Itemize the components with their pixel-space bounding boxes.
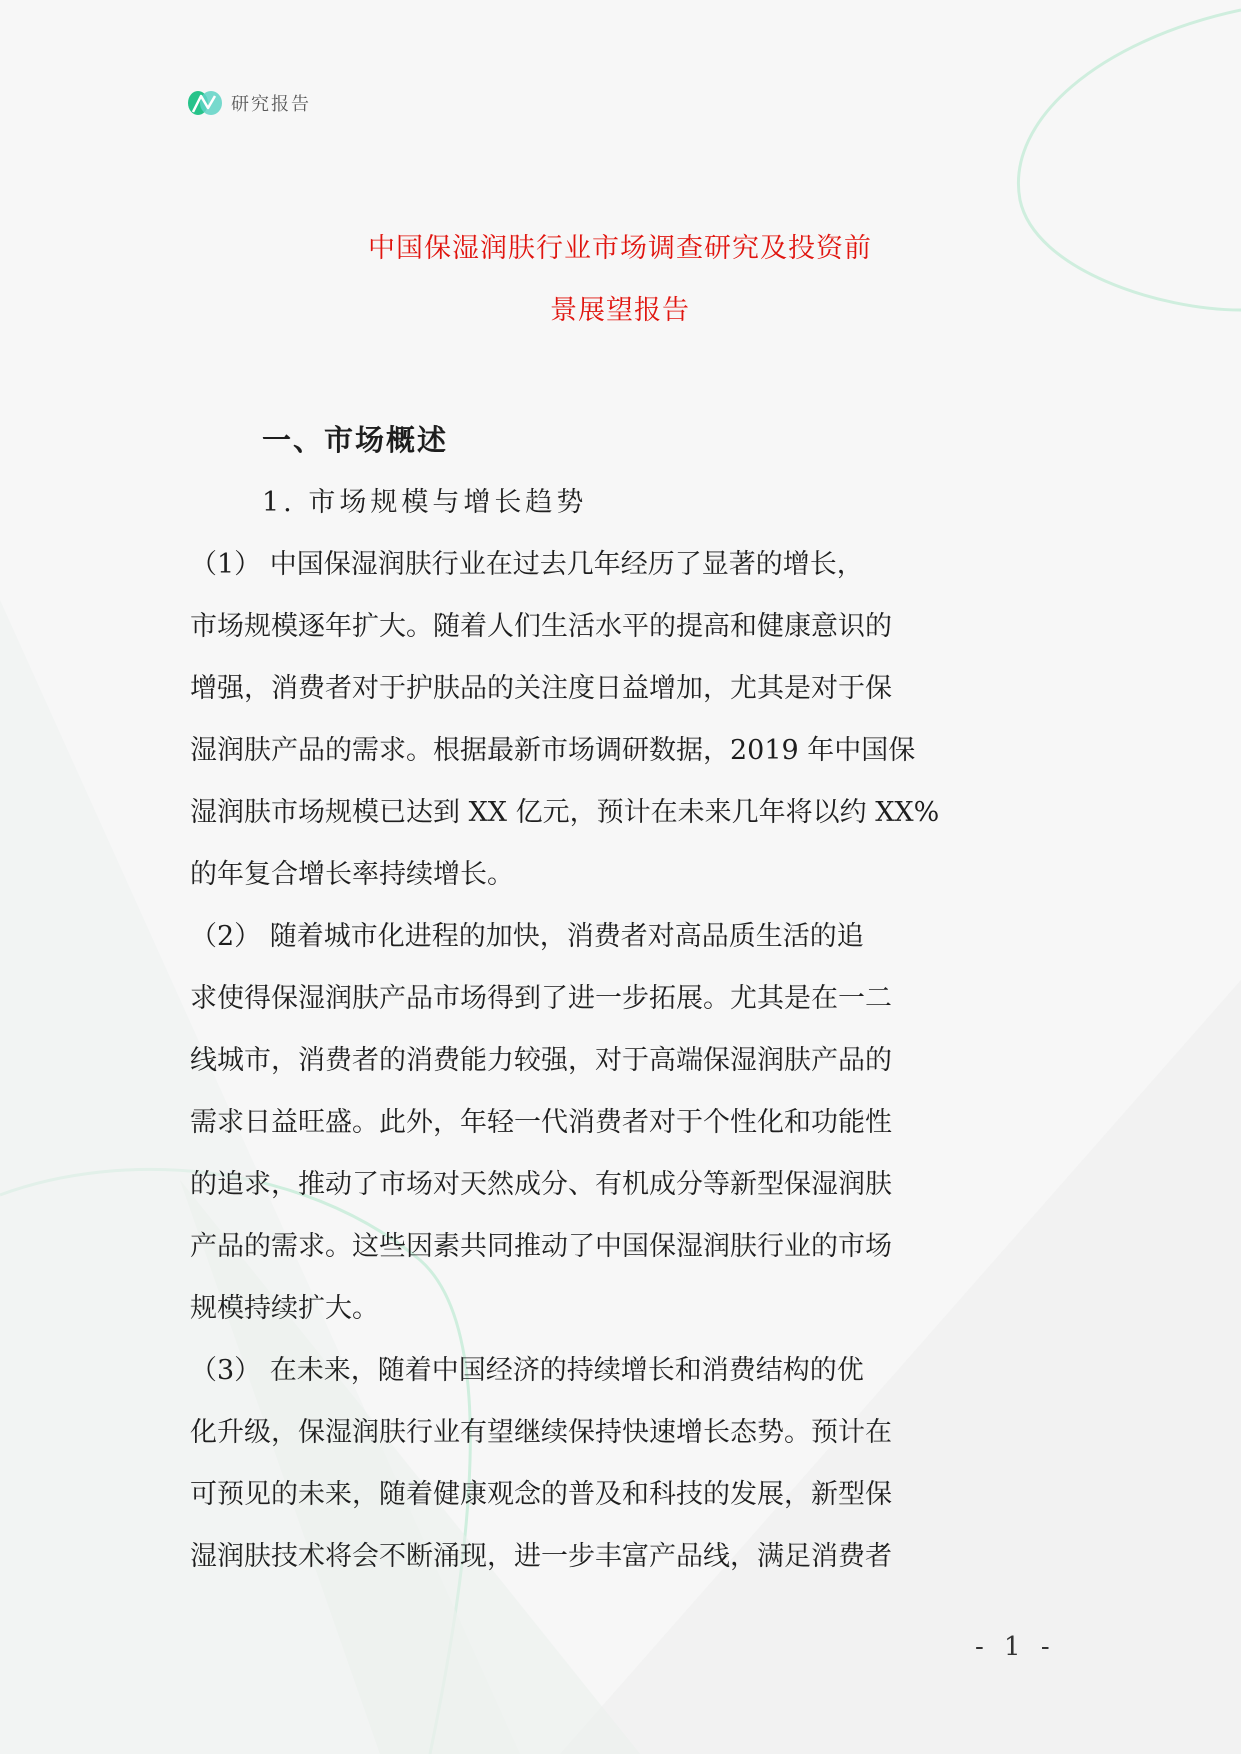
section-heading: 一、市场概述: [262, 423, 449, 457]
paragraph-3: [190, 1340, 1054, 1588]
paragraph-line: 线城市，消费者的消费能力较强，对于高端保湿润肤产品的: [190, 1045, 892, 1076]
paragraph-line: 的年复合增长率持续增长。: [190, 859, 514, 890]
paragraph-line: 规模持续扩大。: [190, 1293, 379, 1324]
page-number: - 1 -: [975, 1632, 1056, 1662]
paragraph-line: （2） 随着城市化进程的加快，消费者对高品质生活的追: [190, 921, 864, 952]
paragraph-1: [190, 534, 1054, 906]
paragraph-line: 求使得保湿润肤产品市场得到了进一步拓展。尤其是在一二: [190, 983, 892, 1014]
paragraph-line: （3） 在未来，随着中国经济的持续增长和消费结构的优: [190, 1355, 864, 1386]
title-line: 中国保湿润肤行业市场调查研究及投资前: [368, 233, 872, 264]
report-header: [187, 88, 311, 118]
paragraph-line: 湿润肤市场规模已达到 XX 亿元，预计在未来几年将以约 XX%: [190, 797, 940, 828]
paragraph-line: 化升级，保湿润肤行业有望继续保持快速增长态势。预计在: [190, 1417, 892, 1448]
paragraph-line: 湿润肤技术将会不断涌现，进一步丰富产品线，满足消费者: [190, 1541, 892, 1572]
paragraph-2: [190, 906, 1054, 1340]
document-title: [180, 218, 1060, 342]
paragraph-line: 增强，消费者对于护肤品的关注度日益增加，尤其是对于保: [190, 673, 892, 704]
paragraph-line: （1） 中国保湿润肤行业在过去几年经历了显著的增长，: [190, 549, 864, 580]
paragraph-line: 的追求，推动了市场对天然成分、有机成分等新型保湿润肤: [190, 1169, 892, 1200]
paragraph-line: 产品的需求。这些因素共同推动了中国保湿润肤行业的市场: [190, 1231, 892, 1262]
subsection-heading: 1. 市场规模与增长趋势: [262, 487, 588, 518]
paragraph-line: 市场规模逐年扩大。随着人们生活水平的提高和健康意识的: [190, 611, 892, 642]
title-line: 景展望报告: [550, 295, 690, 326]
paragraph-line: 湿润肤产品的需求。根据最新市场调研数据，2019 年中国保: [190, 735, 916, 766]
header-label: 研究报告: [231, 94, 311, 115]
paragraph-line: 可预见的未来，随着健康观念的普及和科技的发展，新型保: [190, 1479, 892, 1510]
paragraph-line: 需求日益旺盛。此外，年轻一代消费者对于个性化和功能性: [190, 1107, 892, 1138]
brand-logo-icon: [187, 88, 223, 118]
